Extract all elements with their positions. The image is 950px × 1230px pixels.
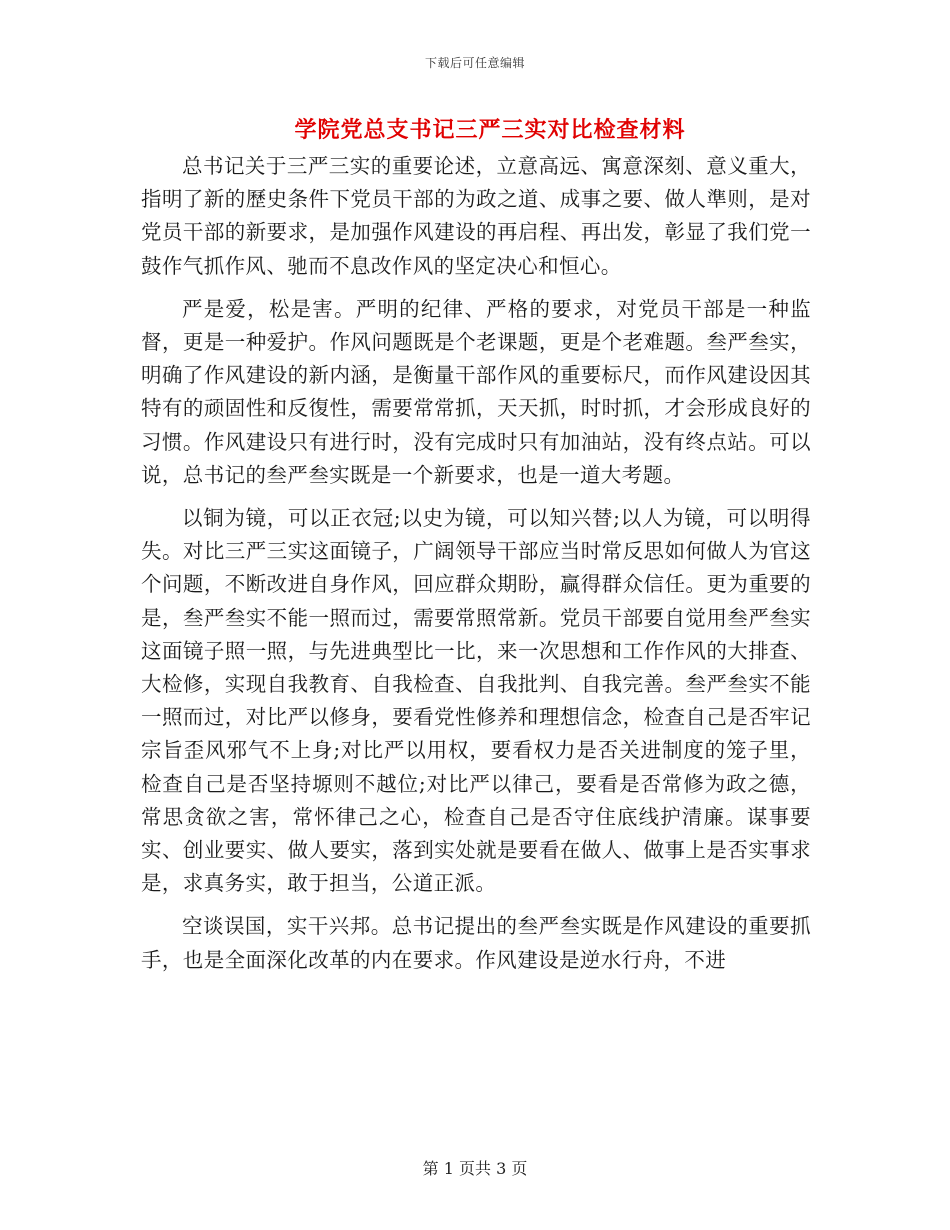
page-number-footer: 第 1 页共 3 页 [422, 1159, 528, 1178]
paragraph-2: 严是爱，松是害。严明的纪律、严格的要求，对党员干部是一种监督，更是一种爱护。作风问题既是个老课题，更是个老难题。叁严叁实，明确了作风建设的新内涵，是衡量干部作风的重要标尺，而作风建设因其特有的顽固性和反復性，需要常常抓，天天抓，时时抓，才会形成良好的习惯。作风建设只有进行时，没有完成时只有加油站，没有终点站。可以说，总书记的叁严叁实既是一个新要求，也是一道大考题。 [141, 296, 811, 487]
document-title: 学院党总支书记三严三实对比检查材料 [294, 117, 686, 143]
page-header-note: 下载后可任意编辑 [424, 56, 525, 70]
paragraph-4: 空谈误国，实干兴邦。总书记提出的叁严叁实既是作风建设的重要抓手，也是全面深化改革的内在要求。作风建设是逆水行舟，不进 [141, 914, 811, 972]
paragraph-3: 以铜为镜，可以正衣冠;以史为镜，可以知兴替;以人为镜，可以明得失。对比三严三实这面镜子，广阔领导干部应当时常反思如何做人为官这个问题，不断改进自身作风，回应群众期盼，赢得群众信任。更为重要的是，叁严叁实不能一照而过，需要常照常新。党员干部要自觉用叁严叁实这面镜子照一照，与先进典型比一比，来一次思想和工作作风的大排查、大检修，实现自我教育、自我检查、自我批判、自我完善。叁严叁实不能一照而过，对比严以修身，要看党性修养和理想信念，检查自己是否牢记宗旨歪风邪气不上身;对比严以用权，要看权力是否关进制度的笼子里，检查自己是否坚持塬则不越位;对比严以律己，要看是否常修为政之德，常思贪欲之害，常怀律己之心，检查自己是否守住底线护清廉。谋事要实、创业要实、做人要实，落到实处就是要看在做人、做事上是否实事求是，求真务实，敢于担当，公道正派。 [141, 506, 811, 896]
document-body [141, 150, 811, 987]
paragraph-1: 总书记关于三严三实的重要论述，立意高远、寓意深刻、意义重大，指明了新的歷史条件下党员干部的为政之道、成事之要、做人準则，是对党员干部的新要求，是加强作风建设的再启程、再出发，彰显了我们党一鼓作气抓作风、驰而不息改作风的坚定决心和恒心。 [141, 154, 811, 278]
